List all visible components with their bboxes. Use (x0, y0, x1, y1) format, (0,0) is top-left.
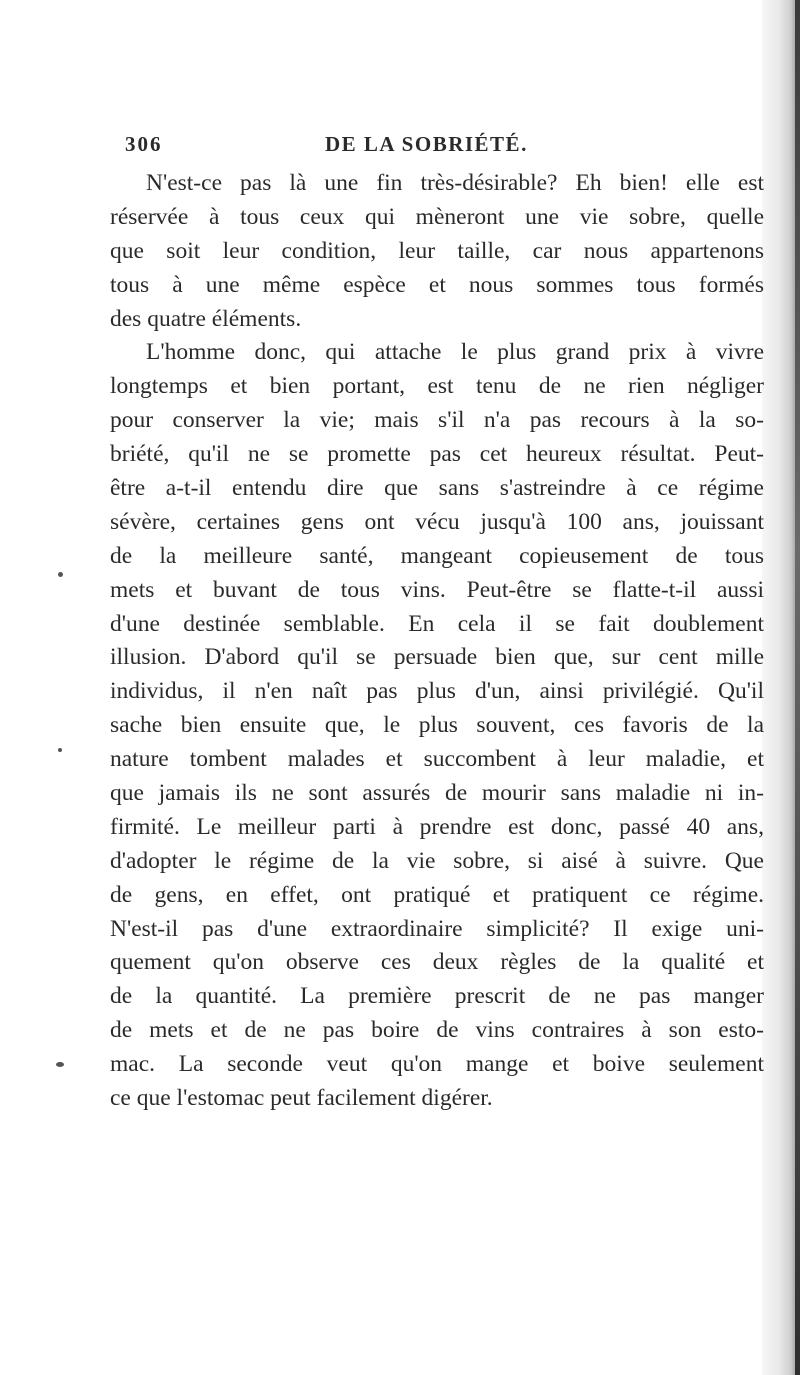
text-line: ce que l'estomac peut facilement digérer. (110, 1085, 493, 1112)
text-line: illusion. D'abord qu'il se persuade bien que, sur cent mille (110, 644, 764, 671)
text-line: mets et buvant de tous vins. Peut-être se flatte-t-il aussi (110, 576, 764, 603)
text-line: longtemps et bien portant, est tenu de ne rien négliger (110, 373, 764, 400)
text-line: réservée à tous ceux qui mèneront une vie sobre, quelle (110, 203, 764, 230)
text-line: tous à une même espèce et nous sommes tous formés (110, 271, 764, 298)
text-line: d'une destinée semblable. En cela il se fait doublement (110, 610, 764, 637)
text-line: nature tombent malades et succombent à leur maladie, et (110, 746, 764, 773)
text-line: de la quantité. La première prescrit de ne pas manger (110, 983, 764, 1010)
text-line: de gens, en effet, ont pratiqué et pratiquent ce régime. (110, 881, 764, 908)
running-title: DE LA SOBRIÉTÉ. (325, 132, 528, 156)
text-line: firmité. Le meilleur parti à prendre est donc, passé 40 ans, (110, 813, 764, 840)
ink-speck (56, 1062, 64, 1067)
ink-speck (58, 748, 62, 752)
text-line: sache bien ensuite que, le plus souvent, ces favoris de la (110, 712, 764, 739)
page-edge-shadow (762, 0, 800, 1375)
text-line: que jamais ils ne sont assurés de mourir sans maladie ni in- (110, 780, 764, 807)
text-line: N'est-il pas d'une extraordinaire simplicité? Il exige uni- (110, 915, 764, 942)
text-line: de la meilleure santé, mangeant copieusement de tous (110, 542, 764, 569)
text-line: être a-t-il entendu dire que sans s'astreindre à ce régime (110, 475, 764, 502)
page-number: 306 (125, 132, 163, 156)
ink-speck (58, 572, 63, 577)
page-header (125, 132, 765, 164)
text-line: d'adopter le régime de la vie sobre, si aisé à suivre. Que (110, 847, 764, 874)
body-text (110, 167, 764, 1116)
text-line: individus, il n'en naît pas plus d'un, ainsi privilégié. Qu'il (110, 678, 764, 705)
text-line: que soit leur condition, leur taille, car nous appartenons (110, 237, 764, 264)
text-line: mac. La seconde veut qu'on mange et boive seulement (110, 1051, 764, 1078)
text-line: pour conserver la vie; mais s'il n'a pas recours à la so- (110, 407, 764, 434)
text-line: L'homme donc, qui attache le plus grand prix à vivre (146, 339, 764, 366)
text-line: sévère, certaines gens ont vécu jusqu'à 100 ans, jouissant (110, 508, 764, 535)
text-line: de mets et de ne pas boire de vins contraires à son esto- (110, 1017, 764, 1044)
text-line: N'est-ce pas là une fin très-désirable? Eh bien! elle est (146, 170, 764, 196)
text-line: briété, qu'il ne se promette pas cet heureux résultat. Peut- (110, 441, 764, 468)
text-line: quement qu'on observe ces deux règles de la qualité et (110, 949, 764, 976)
text-line: des quatre éléments. (110, 305, 302, 332)
